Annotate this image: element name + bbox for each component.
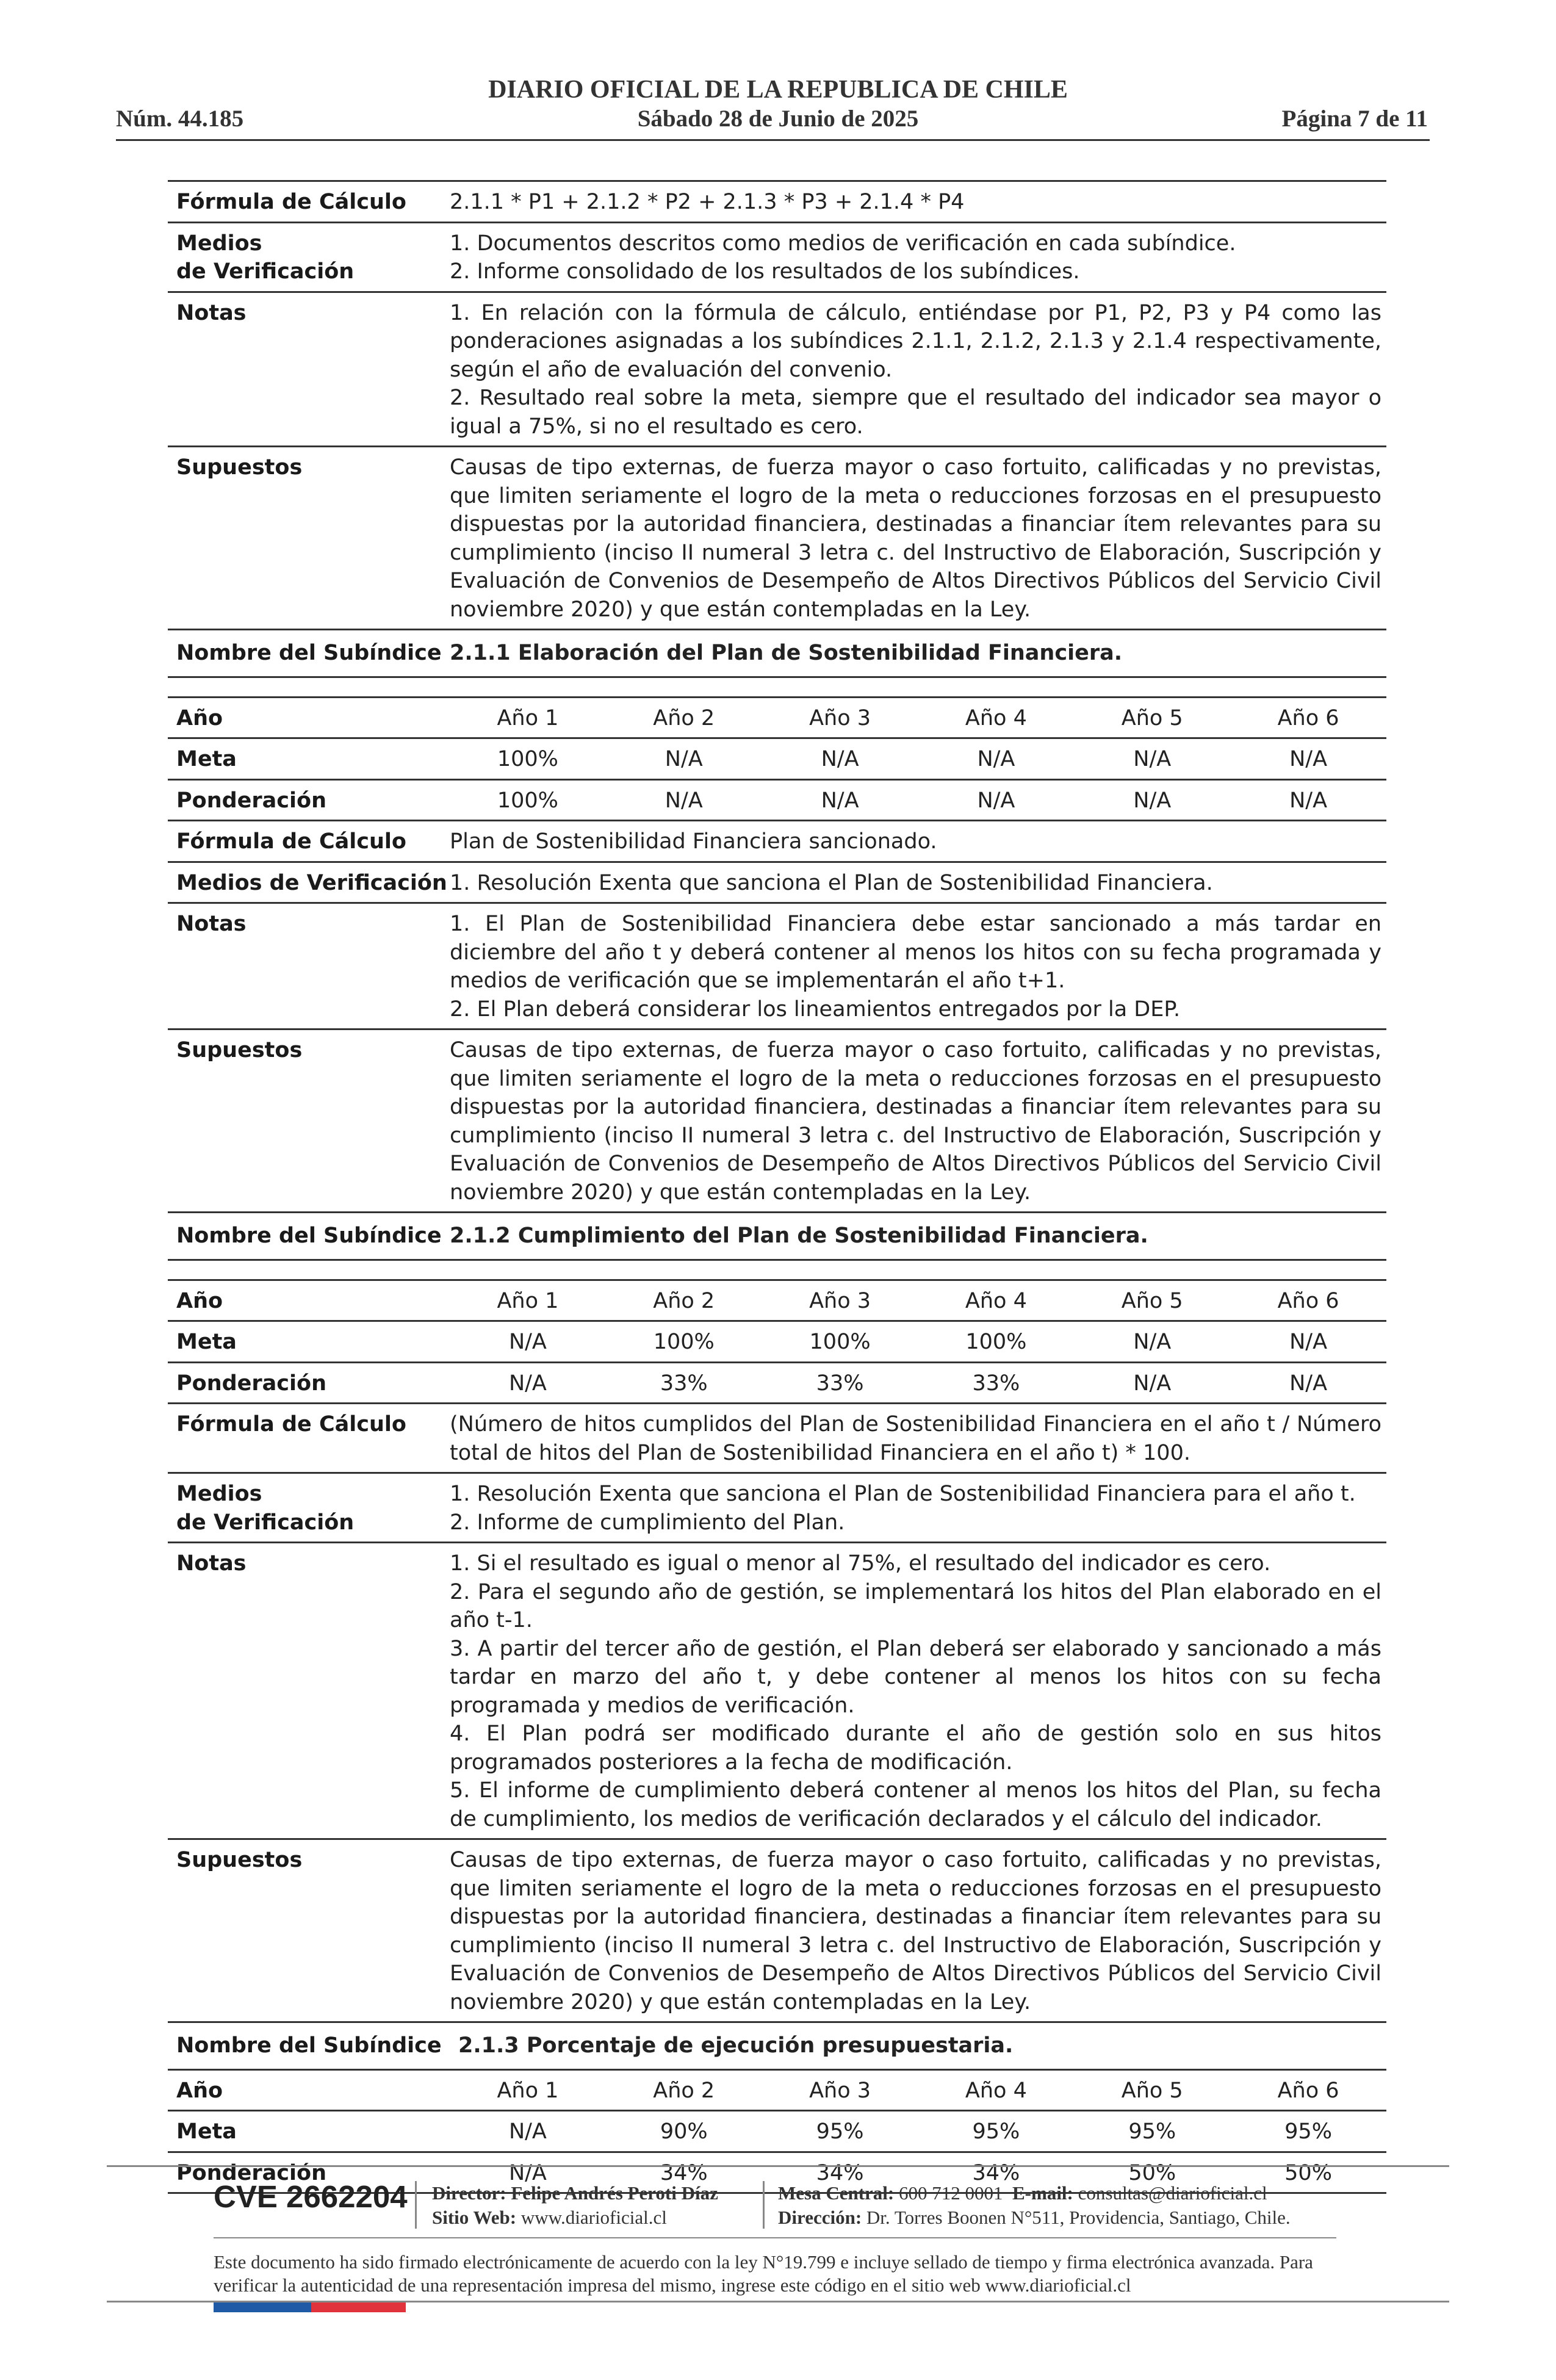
meta-label: Meta: [176, 2119, 237, 2144]
supuestos-label: Supuestos: [176, 1848, 303, 1872]
medios-item: 1. Documentos descritos como medios de verificación en cada subíndice.: [450, 231, 1236, 256]
medios-row: [168, 863, 1386, 904]
subindex-name-label: Nombre del Subíndice: [176, 641, 442, 665]
subindex-name: 2.1.2 Cumplimiento del Plan de Sostenibilidad Financiera.: [450, 1224, 1148, 1248]
subindex-name-label: Nombre del Subíndice: [176, 1224, 442, 1248]
medios-item: 2. Informe consolidado de los resultados de los subíndices.: [450, 259, 1080, 284]
notas-label: Notas: [176, 1551, 247, 1576]
spacer: [168, 678, 1386, 698]
notas-label: Notas: [176, 300, 247, 325]
address: Dr. Torres Boonen N°511, Providencia, Santiago, Chile.: [866, 2207, 1291, 2228]
ponderacion-cell: 33%: [972, 1371, 1020, 1396]
meta-cell: 95%: [1284, 2119, 1332, 2144]
meta-cell: 100%: [653, 1330, 715, 1354]
nota-item: 1. Si el resultado es igual o menor al 75%, el resultado del indicador es cero.: [450, 1551, 1271, 1576]
ponderacion-cell: 34%: [660, 2160, 708, 2185]
ponderacion-cell: N/A: [508, 1371, 547, 1396]
year-cell: Año 4: [965, 1288, 1027, 1313]
indicator-block: [168, 180, 1386, 630]
formula-label: Fórmula de Cálculo: [176, 1412, 406, 1437]
cve-code: CVE 2662204: [214, 2179, 408, 2214]
medios-item: 2. Informe de cumplimiento del Plan.: [450, 1510, 845, 1535]
phone-number: 600 712 0001: [899, 2182, 1003, 2204]
subindex-name-row: [168, 2023, 1386, 2071]
ponderacion-cell: 33%: [816, 1371, 864, 1396]
subindex-name-row: [168, 1213, 1386, 1261]
meta-cell: N/A: [1289, 1330, 1328, 1354]
nota-item: 1. En relación con la fórmula de cálculo, entiéndase por P1, P2, P3 y P4 como las ponderaciones asignadas a los subíndices 2.1.1, 2.1.2, 2.1.3 y 2.1.4 respectivamente, según el año de evaluación del convenio.: [450, 300, 1381, 382]
subindex-name-label: Nombre del Subíndice: [176, 2033, 442, 2058]
issue-date: Sábado 28 de Junio de 2025: [637, 106, 919, 132]
ponderacion-cell: N/A: [821, 788, 859, 813]
ponderacion-cell: 50%: [1284, 2160, 1332, 2185]
supuestos-label: Supuestos: [176, 455, 303, 480]
medios-label: Medios de Verificación: [176, 1482, 355, 1535]
director-info: Director: Felipe Andrés Peroti Díaz Sitio Web: www.diarioficial.cl: [432, 2182, 718, 2228]
meta-cell: 95%: [972, 2119, 1020, 2144]
subindex-block: [168, 2023, 1386, 2194]
year-cell: Año 5: [1121, 2078, 1183, 2103]
page-number: Página 7 de 11: [1281, 106, 1428, 132]
year-cell: Año 1: [497, 2078, 559, 2103]
medios-value: [450, 1474, 1386, 1542]
ponderacion-label: Ponderación: [176, 1371, 326, 1396]
medios-label: Medios de Verificación: [176, 231, 355, 284]
year-cell: Año 3: [809, 2078, 871, 2103]
ponderacion-cell: 50%: [1128, 2160, 1176, 2185]
flag-stripe-red: [311, 2302, 406, 2312]
newspaper-title: DIARIO OFICIAL DE LA REPUBLICA DE CHILE: [488, 76, 1068, 104]
year-label: Año: [176, 705, 223, 730]
meta-cell: N/A: [1133, 1330, 1172, 1354]
year-cell: Año 2: [653, 705, 715, 730]
ponderacion-cell: 34%: [816, 2160, 864, 2185]
notas-row: [168, 904, 1386, 1030]
year-row: [168, 2071, 1386, 2112]
meta-row: [168, 739, 1386, 781]
header-divider: [116, 139, 1430, 141]
director-name: Felipe Andrés Peroti Díaz: [511, 2182, 718, 2204]
nota-item: 5. El informe de cumplimiento deberá contener al menos los hitos del Plan, su fecha de cumplimiento, los medios de verificación declarados y el cálculo del indicador.: [450, 1778, 1381, 1831]
contact-info: Mesa Central: 600 712 0001 E-mail: consultas@diarioficial.cl Dirección: Dr. Torres Boonen N°511, Providencia, Santiago, Chile.: [778, 2182, 1291, 2228]
meta-cell: 90%: [660, 2119, 708, 2144]
meta-cell: 100%: [809, 1330, 871, 1354]
footer-divider: [214, 2237, 1336, 2238]
ponderacion-cell: 100%: [497, 788, 558, 813]
subindex-name: 2.1.3 Porcentaje de ejecución presupuestaria.: [458, 2033, 1014, 2058]
flag-stripe-blue: [214, 2302, 311, 2312]
supuestos-row: [168, 1840, 1386, 2023]
year-row: [168, 1281, 1386, 1322]
email-link[interactable]: consultas@diarioficial.cl: [1078, 2182, 1267, 2204]
meta-cell: 100%: [965, 1330, 1027, 1354]
website-link[interactable]: www.diarioficial.cl: [520, 2207, 667, 2228]
year-cell: Año 3: [809, 1288, 871, 1313]
ponderacion-row: [168, 781, 1386, 822]
nota-item: 2. Para el segundo año de gestión, se implementará los hitos del Plan elaborado en el año t-1.: [450, 1579, 1381, 1632]
legal-notice: Este documento ha sido firmado electrónicamente de acuerdo con la ley N°19.799 e incluye sellado de tiempo y firma electrónica avanzada. Para verificar la autenticidad de una representación impresa del mismo, ingrese este código en el sitio web www.diarioficial.cl: [214, 2251, 1313, 2296]
meta-label: Meta: [176, 1330, 237, 1354]
supuestos-row: [168, 1030, 1386, 1213]
ponderacion-label: Ponderación: [176, 788, 326, 813]
meta-cell: 95%: [816, 2119, 864, 2144]
year-cell: Año 2: [653, 1288, 715, 1313]
medios-label: Medios de Verificación: [176, 870, 447, 895]
ponderacion-cell: 34%: [972, 2160, 1020, 2185]
notas-value: [450, 293, 1386, 446]
nota-item: 4. El Plan podrá ser modificado durante el año de gestión solo en sus hitos programados posteriores a la fecha de modificación.: [450, 1722, 1381, 1775]
formula-row: [168, 1404, 1386, 1474]
meta-cell: N/A: [821, 747, 859, 771]
page-header: [0, 0, 1556, 146]
year-cell: Año 5: [1121, 1288, 1183, 1313]
subindex-block: [168, 630, 1386, 1213]
year-label: Año: [176, 1288, 223, 1313]
ponderacion-cell: N/A: [977, 788, 1015, 813]
ponderacion-cell: N/A: [665, 788, 703, 813]
meta-cell: N/A: [508, 1330, 547, 1354]
notas-row: [168, 293, 1386, 448]
year-cell: Año 1: [497, 705, 559, 730]
nota-item: 3. A partir del tercer año de gestión, el Plan deberá ser elaborado y sancionado a más tardar en marzo del año t, y debe contener al menos los hitos con su fecha programada y medios de verificación.: [450, 1636, 1381, 1718]
meta-cell: N/A: [665, 747, 703, 771]
formula-label: Fórmula de Cálculo: [176, 829, 406, 854]
year-cell: Año 6: [1277, 1288, 1339, 1313]
formula-row: [168, 821, 1386, 863]
year-cell: Año 6: [1277, 705, 1339, 730]
meta-cell: N/A: [977, 747, 1015, 771]
ponderacion-label: Ponderación: [176, 2160, 326, 2185]
footer-separator: [415, 2181, 417, 2229]
nota-item: 2. El Plan deberá considerar los lineamientos entregados por la DEP.: [450, 997, 1181, 1022]
medios-row: [168, 1474, 1386, 1543]
nota-item: 2. Resultado real sobre la meta, siempre que el resultado del indicador sea mayor o igual a 75%, si no el resultado es cero.: [450, 386, 1381, 439]
issue-number: Núm. 44.185: [116, 106, 244, 132]
year-cell: Año 2: [653, 2078, 715, 2103]
ponderacion-cell: N/A: [1133, 788, 1172, 813]
subindex-name: 2.1.1 Elaboración del Plan de Sostenibilidad Financiera.: [450, 641, 1122, 665]
ponderacion-cell: N/A: [1289, 1371, 1328, 1396]
supuestos-value: Causas de tipo externas, de fuerza mayor o caso fortuito, calificadas y no previstas, que limiten seriamente el logro de la meta o reducciones forzosas en el presupuesto dispuestas por la autoridad financiera, destinadas a financiar ítem relevantes para su cumplimiento (inciso II numeral 3 letra c. del Instructivo de Elaboración, Suscripción y Evaluación de Convenios de Desempeño de Altos Directivos Públicos del Servicio Civil noviembre 2020) y que están contempladas en la Ley.: [450, 1848, 1381, 2014]
meta-cell: N/A: [1133, 747, 1172, 771]
ponderacion-cell: N/A: [1133, 1371, 1172, 1396]
formula-value: 2.1.1 * P1 + 2.1.2 * P2 + 2.1.3 * P3 + 2.1.4 * P4: [450, 190, 965, 214]
meta-row: [168, 2111, 1386, 2153]
formula-value: (Número de hitos cumplidos del Plan de Sostenibilidad Financiera en el año t / Número total de hitos del Plan de Sostenibilidad Financiera en el año t) * 100.: [450, 1412, 1381, 1465]
footer-separator: [763, 2181, 765, 2229]
formula-value: Plan de Sostenibilidad Financiera sancionado.: [450, 829, 937, 854]
notas-row: [168, 1543, 1386, 1840]
meta-cell: 95%: [1128, 2119, 1176, 2144]
formula-label: Fórmula de Cálculo: [176, 190, 406, 214]
notas-label: Notas: [176, 912, 247, 936]
year-row: [168, 698, 1386, 740]
supuestos-row: [168, 447, 1386, 630]
supuestos-value: Causas de tipo externas, de fuerza mayor o caso fortuito, calificadas y no previstas, que limiten seriamente el logro de la meta o reducciones forzosas en el presupuesto dispuestas por la autoridad financiera, destinadas a financiar ítem relevantes para su cumplimiento (inciso II numeral 3 letra c. del Instructivo de Elaboración, Suscripción y Evaluación de Convenios de Desempeño de Altos Directivos Públicos del Servicio Civil noviembre 2020) y que están contempladas en la Ley.: [450, 455, 1381, 622]
subindex-name-row: [168, 630, 1386, 678]
ponderacion-cell: 33%: [660, 1371, 708, 1396]
ponderacion-row: [168, 1363, 1386, 1405]
year-cell: Año 3: [809, 705, 871, 730]
ponderacion-cell: N/A: [1289, 788, 1328, 813]
medios-item: 1. Resolución Exenta que sanciona el Plan de Sostenibilidad Financiera para el año t.: [450, 1482, 1356, 1506]
notas-value: [450, 1543, 1386, 1838]
ponderacion-cell: N/A: [508, 2160, 547, 2185]
notas-value: [450, 904, 1386, 1028]
spacer: [168, 1261, 1386, 1281]
year-cell: Año 4: [965, 2078, 1027, 2103]
year-cell: Año 1: [497, 1288, 559, 1313]
nota-item: 1. El Plan de Sostenibilidad Financiera debe estar sancionado a más tardar en diciembre del año t y deberá contener al menos los hitos con su fecha programada y medios de verificación que se implementarán el año t+1.: [450, 912, 1381, 993]
footer-divider: [107, 2165, 1449, 2167]
year-cell: Año 5: [1121, 705, 1183, 730]
formula-row: [168, 182, 1386, 223]
year-label: Año: [176, 2078, 223, 2103]
meta-cell: N/A: [1289, 747, 1328, 771]
medios-value: 1. Resolución Exenta que sanciona el Plan de Sostenibilidad Financiera.: [450, 870, 1213, 895]
year-cell: Año 6: [1277, 2078, 1339, 2103]
meta-row: [168, 1322, 1386, 1363]
subindex-block: [168, 1213, 1386, 2023]
medios-value: [450, 223, 1386, 291]
meta-cell: 100%: [497, 747, 558, 771]
meta-cell: N/A: [508, 2119, 547, 2144]
document-body: [168, 180, 1386, 2194]
supuestos-value: Causas de tipo externas, de fuerza mayor o caso fortuito, calificadas y no previstas, que limiten seriamente el logro de la meta o reducciones forzosas en el presupuesto dispuestas por la autoridad financiera, destinadas a financiar ítem relevantes para su cumplimiento (inciso II numeral 3 letra c. del Instructivo de Elaboración, Suscripción y Evaluación de Convenios de Desempeño de Altos Directivos Públicos del Servicio Civil noviembre 2020) y que están contempladas en la Ley.: [450, 1038, 1381, 1205]
year-cell: Año 4: [965, 705, 1027, 730]
meta-label: Meta: [176, 747, 237, 771]
medios-row: [168, 223, 1386, 293]
supuestos-label: Supuestos: [176, 1038, 303, 1062]
